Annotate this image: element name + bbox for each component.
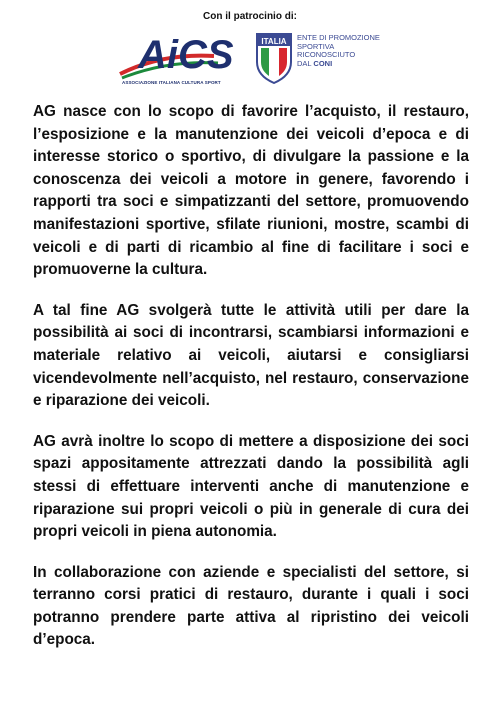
paragraph: In collaborazione con aziende e specialisti del settore, si terranno corsi pratici di restauro, durante i quali i soci potranno prendere parte attiva al ripristino dei veicoli d’epoca. bbox=[33, 563, 469, 649]
coni-line-4-bold: CONI bbox=[313, 58, 333, 68]
aics-logo bbox=[118, 28, 250, 90]
coni-line-3: RICONOSCIUTO bbox=[297, 50, 356, 60]
coni-text bbox=[297, 34, 380, 68]
aics-logo-graphic bbox=[118, 28, 250, 82]
paragraph: AG nasce con lo scopo di favorire l’acquisto, il restauro, l’esposizione e la manutenzione dei veicoli d’epoca e di interesse storico o sportivo, di divulgare la passione e la conoscenza dei veicoli a motore in genere, favorendo i rapporti tra soci e simpatizzanti del settore, promuovendo manifestazioni sportive, sfilate riunioni, mostre, scambi di veicoli e di parti di ricambio al fine di facilitare i soci e promuoverne la cultura. bbox=[33, 103, 469, 279]
paragraph: AG avrà inoltre lo scopo di mettere a disposizione dei soci spazi appositamente attrezzati dando la possibilità agli stessi di effettuare interventi anche di manutenzione e riparazione sui propri veicoli o più in generale di cura dei propri veicoli in piena autonomia. bbox=[33, 432, 469, 541]
aics-caption: ASSOCIAZIONE ITALIANA CULTURA SPORT bbox=[122, 80, 221, 85]
document-body bbox=[33, 101, 469, 670]
aics-wordmark: AiCS bbox=[138, 33, 234, 77]
patronage-heading: Con il patrocinio di: bbox=[203, 11, 297, 22]
coni-line-4-prefix: DAL bbox=[297, 58, 314, 68]
coni-line-4 bbox=[297, 60, 380, 69]
coni-line-1: ENTE DI PROMOZIONE bbox=[297, 33, 380, 42]
sponsor-logos bbox=[118, 28, 418, 92]
coni-shield-label: ITALIA bbox=[261, 37, 287, 46]
coni-shield bbox=[255, 32, 293, 84]
paragraph: A tal fine AG svolgerà tutte le attività utili per dare la possibilità ai soci di incontrarsi, scambiarsi informazioni e materiale relativo ai veicoli, aiutarsi e consigliarsi vicendevolmente nell’acquisto, nel restauro, conservazione e riparazione dei veicoli. bbox=[33, 301, 469, 410]
coni-line-2: SPORTIVA bbox=[297, 41, 335, 51]
